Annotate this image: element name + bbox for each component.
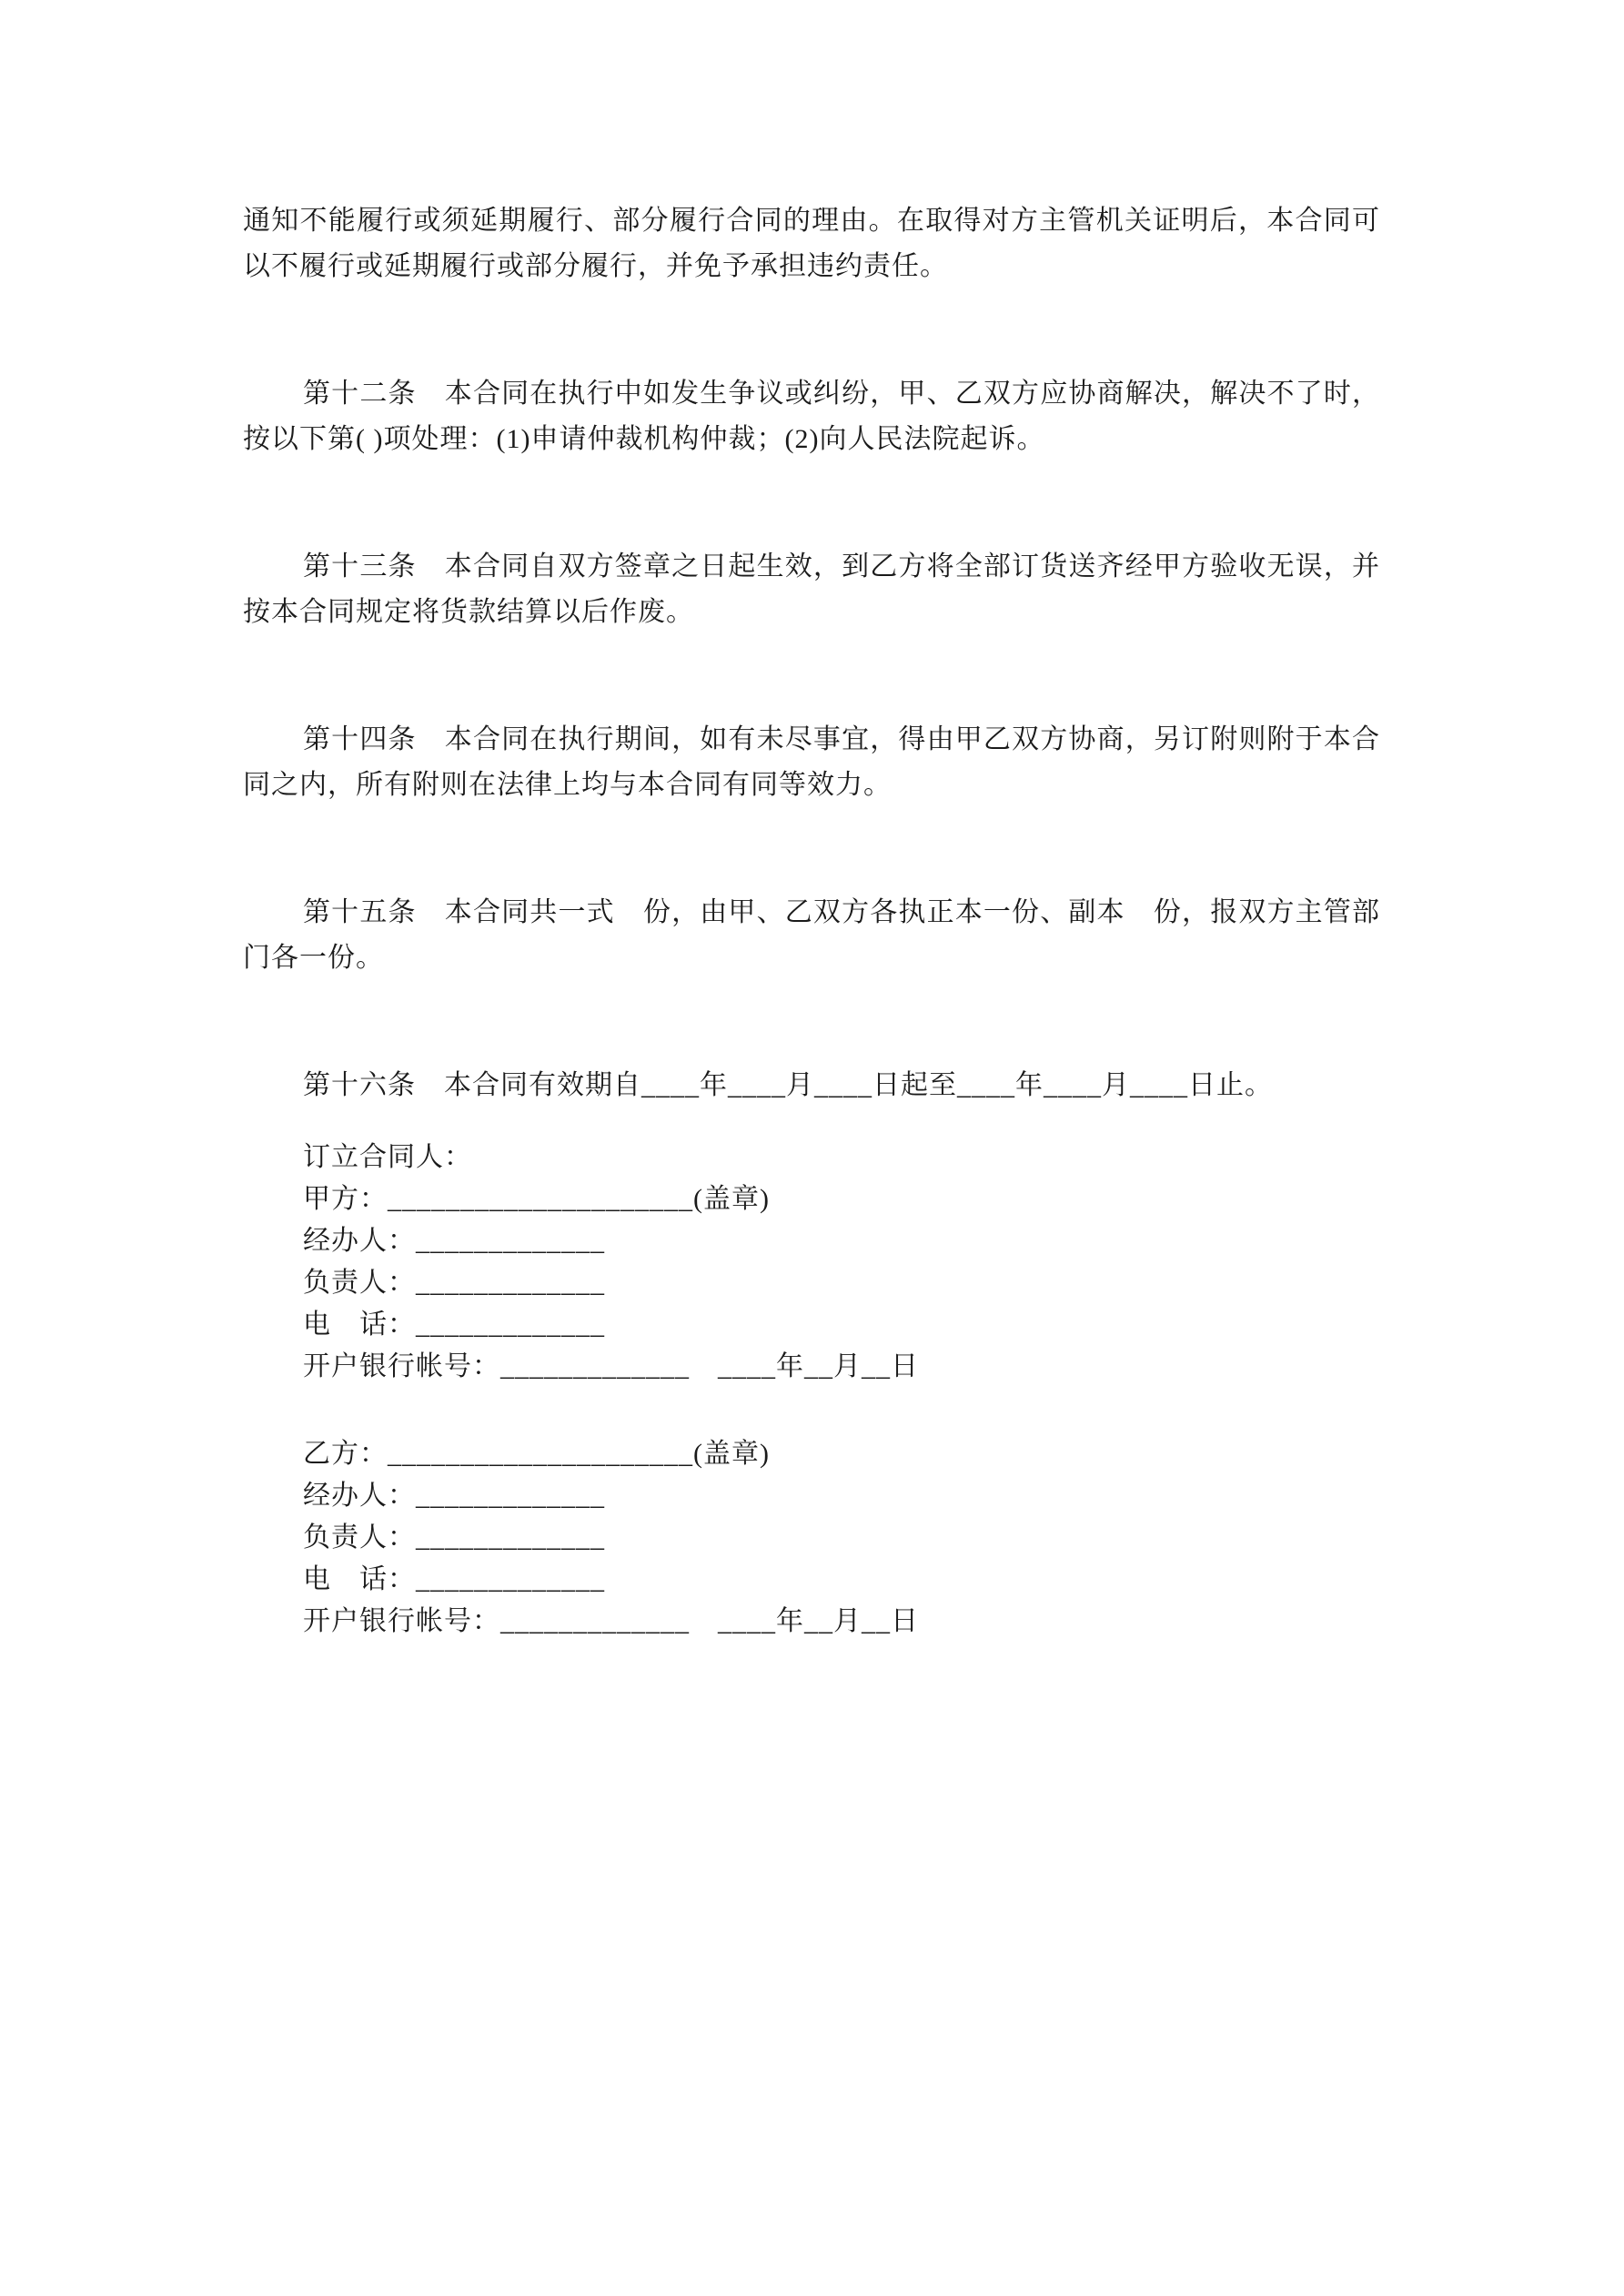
clause-11-continuation-paragraph: 通知不能履行或须延期履行、部分履行合同的理由。在取得对方主管机关证明后，本合同可以不履行或延期履行或部分履行，并免予承担违约责任。 [243, 206, 1380, 281]
party-b-phone-line: 电 话：_____________ [303, 1564, 605, 1594]
party-b-bank-account-line: 开户银行帐号：_____________ ____年__月__日 [303, 1606, 919, 1636]
clause-14-paragraph: 第十四条 本合同在执行期间，如有未尽事宜，得由甲乙双方协商，另订附则附于本合同之内，所有附则在法律上均与本合同有同等效力。 [243, 724, 1380, 800]
party-a-signature-block [303, 1137, 1380, 1388]
party-a-agent-line: 经办人：_____________ [303, 1226, 605, 1256]
party-a-bank-account-line: 开户银行帐号：_____________ ____年__月__日 [303, 1351, 919, 1381]
party-a-manager-line: 负责人：_____________ [303, 1268, 605, 1298]
closing-intro-line: 订立合同人： [303, 1142, 472, 1172]
party-b-signature-block [303, 1433, 1380, 1643]
clause-15-paragraph: 第十五条 本合同共一式 份，由甲、乙双方各执正本一份、副本 份，报双方主管部门各一份。 [243, 897, 1380, 973]
clause-12-paragraph: 第十二条 本合同在执行中如发生争议或纠纷，甲、乙双方应协商解决，解决不了时，按以下第( )项处理：(1)申请仲裁机构仲裁；(2)向人民法院起诉。 [243, 379, 1380, 454]
clause-16-paragraph: 第十六条 本合同有效期自____年____月____日起至____年____月____日止。 [303, 1070, 1273, 1100]
party-a-phone-line: 电 话：_____________ [303, 1310, 605, 1340]
party-a-name-line: 甲方：_____________________(盖章) [303, 1184, 770, 1214]
contract-body [243, 198, 1380, 1643]
party-b-manager-line: 负责人：_____________ [303, 1522, 605, 1553]
party-b-name-line: 乙方：_____________________(盖章) [303, 1439, 770, 1469]
party-b-agent-line: 经办人：_____________ [303, 1481, 605, 1511]
clause-13-paragraph: 第十三条 本合同自双方签章之日起生效，到乙方将全部订货送齐经甲方验收无误，并按本合同规定将货款结算以后作废。 [243, 551, 1380, 627]
